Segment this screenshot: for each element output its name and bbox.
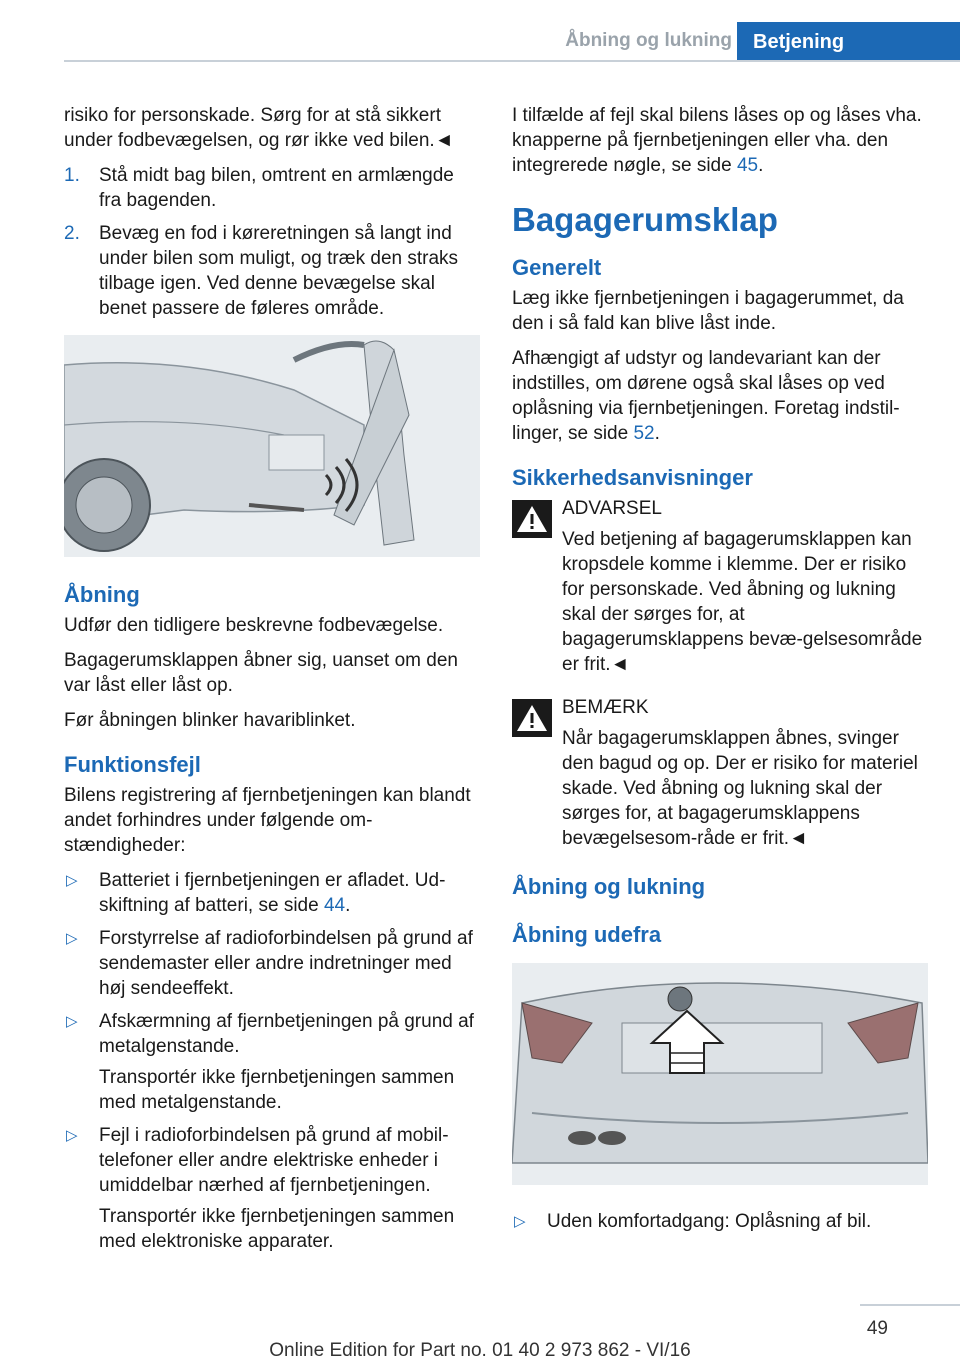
aabning-heading: Åbning (64, 582, 140, 607)
step-number: 1. (64, 165, 80, 186)
warning-bemaerk (512, 695, 928, 851)
page-link-52[interactable]: 52 (633, 423, 655, 444)
funktionsfejl-list (64, 868, 480, 1254)
list-item (64, 1123, 480, 1254)
aabning-p3: Før åbningen blinker havariblinket. (64, 710, 356, 731)
warning-title: BEMÆRK (562, 697, 649, 718)
right-intro-text: I tilfælde af fejl skal bilens låses op og låses vha. knapperne på fjernbetjeningen eller vha. den integrerede nøgle, se side (512, 105, 922, 176)
page-number: 49 (866, 1318, 888, 1339)
warning-text: Når bagagerumsklappen åbnes, svinger den bagud og op. Der er risiko for materiel skade. Ved åbning og lukning skal der sørges for, at bagagerumsklappens bevægelsesom-råde er frit.◄ (562, 728, 918, 849)
header-section: Åbning og lukning (565, 30, 732, 51)
step-text: Bevæg en fod i køreretningen så langt ind under bilen som muligt, og træk den straks tilbage igen. Ved denne bevægelse skal benet passere de føleres område. (99, 223, 459, 319)
list-item (64, 1009, 480, 1115)
bullet-triangle-icon: ▷ (66, 1013, 78, 1030)
right-column (512, 103, 928, 1242)
trunk-button-illustration (512, 963, 928, 1185)
udefra-list (512, 1209, 928, 1234)
page-link-44[interactable]: 44 (323, 895, 346, 916)
list-item-text: Fejl i radioforbindelsen på grund af mobil-telefoner eller andre elektriske enheder i umiddelbar nærhed af fjernbetjeningen. (99, 1125, 449, 1196)
list-item-text: Forstyrrelse af radioforbindelsen på grund af sendemaster eller andre indretninger med høj sendeeffekt. (99, 928, 473, 999)
right-intro: I tilfælde af fejl skal bilens låses op og låses vha. knapperne på fjernbetjeningen eller vha. den integrerede nøgle, se side 45. (512, 105, 922, 176)
bullet-triangle-icon: ▷ (66, 1127, 78, 1144)
generelt-heading: Generelt (512, 255, 602, 280)
bullet-triangle-icon: ▷ (66, 930, 78, 947)
header-divider (64, 60, 960, 62)
warning-text: Ved betjening af bagagerumsklappen kan kropsdele komme i klemme. Der er risiko for personskade. Ved åbning og lukning skal der sørges for, at bagagerumsklappens bevæ-gelsesområde er frit.◄ (562, 529, 923, 675)
generelt-p2: Afhængigt af udstyr og landevariant kan der indstilles, om dørene også skal låses op ved oplåsning via fjernbetjeningen. Foretag indstil-linger, se side 52. (512, 348, 900, 444)
list-item-text: Afskærmning af fjernbetjeningen på grund af metalgenstande. (99, 1011, 474, 1057)
step-item (64, 221, 480, 321)
warning-triangle-icon (512, 699, 552, 737)
bullet-triangle-icon: ▷ (66, 872, 78, 889)
list-item-text: Batteriet i fjernbetjeningen er afladet. Ud-skiftning af batteri, se side (99, 870, 446, 916)
funktionsfejl-heading: Funktionsfejl (64, 752, 201, 777)
sikkerhed-heading: Sikkerhedsanvisninger (512, 465, 753, 490)
section-title: Bagagerumsklap (512, 201, 778, 238)
list-item-subtext: Transportér ikke fjernbetjeningen sammen med metalgenstande. (99, 1067, 455, 1113)
left-intro: risiko for personskade. Sørg for at stå sikkert under fodbevægelsen, og rør ikke ved bilen.◄ (64, 105, 454, 151)
page-link-45[interactable]: 45 (736, 155, 759, 176)
list-item-text: Uden komfortadgang: Oplåsning af bil. (547, 1211, 872, 1232)
aabning-p1: Udfør den tidligere beskrevne fodbevægelse. (64, 615, 444, 636)
warning-title: ADVARSEL (562, 498, 662, 519)
aabning-p2: Bagagerumsklappen åbner sig, uanset om den var låst eller låst op. (64, 650, 458, 696)
funktionsfejl-intro: Bilens registrering af fjernbetjeningen kan blandt andet forhindres under følgende om-stændigheder: (64, 785, 471, 856)
header-chapter-tab[interactable]: Betjening (737, 22, 960, 62)
step-number: 2. (64, 223, 80, 244)
step-text: Stå midt bag bilen, omtrent en armlængde fra bagenden. (99, 165, 454, 211)
generelt-p2-text: Afhængigt af udstyr og landevariant kan der indstilles, om dørene også skal låses op ved oplåsning via fjernbetjeningen. Foretag indstil-linger, se side (512, 348, 900, 444)
step-list (64, 163, 480, 321)
warning-advarsel (512, 496, 928, 677)
foot-sensor-illustration (64, 335, 480, 557)
footer-edition: Online Edition for Part no. 01 40 2 973 862 - VI/16 (269, 1340, 691, 1361)
generelt-p1: Læg ikke fjernbetjeningen i bagagerummet, da den i så fald kan blive låst inde. (512, 288, 904, 334)
warning-triangle-icon (512, 500, 552, 538)
step-item (64, 163, 480, 213)
list-item: ▷ Batteriet i fjernbetjeningen er afladet. Ud-skiftning af batteri, se side 44. (66, 870, 446, 916)
bullet-triangle-icon: ▷ (514, 1213, 526, 1230)
list-item (512, 1209, 928, 1234)
footer-divider (860, 1304, 960, 1306)
aabning-udefra-heading: Åbning udefra (512, 922, 662, 947)
list-item-subtext: Transportér ikke fjernbetjeningen sammen med elektroniske apparater. (99, 1206, 455, 1252)
left-column (64, 103, 480, 1262)
aabning-lukning-heading: Åbning og lukning (512, 874, 706, 899)
list-item (64, 926, 480, 1001)
